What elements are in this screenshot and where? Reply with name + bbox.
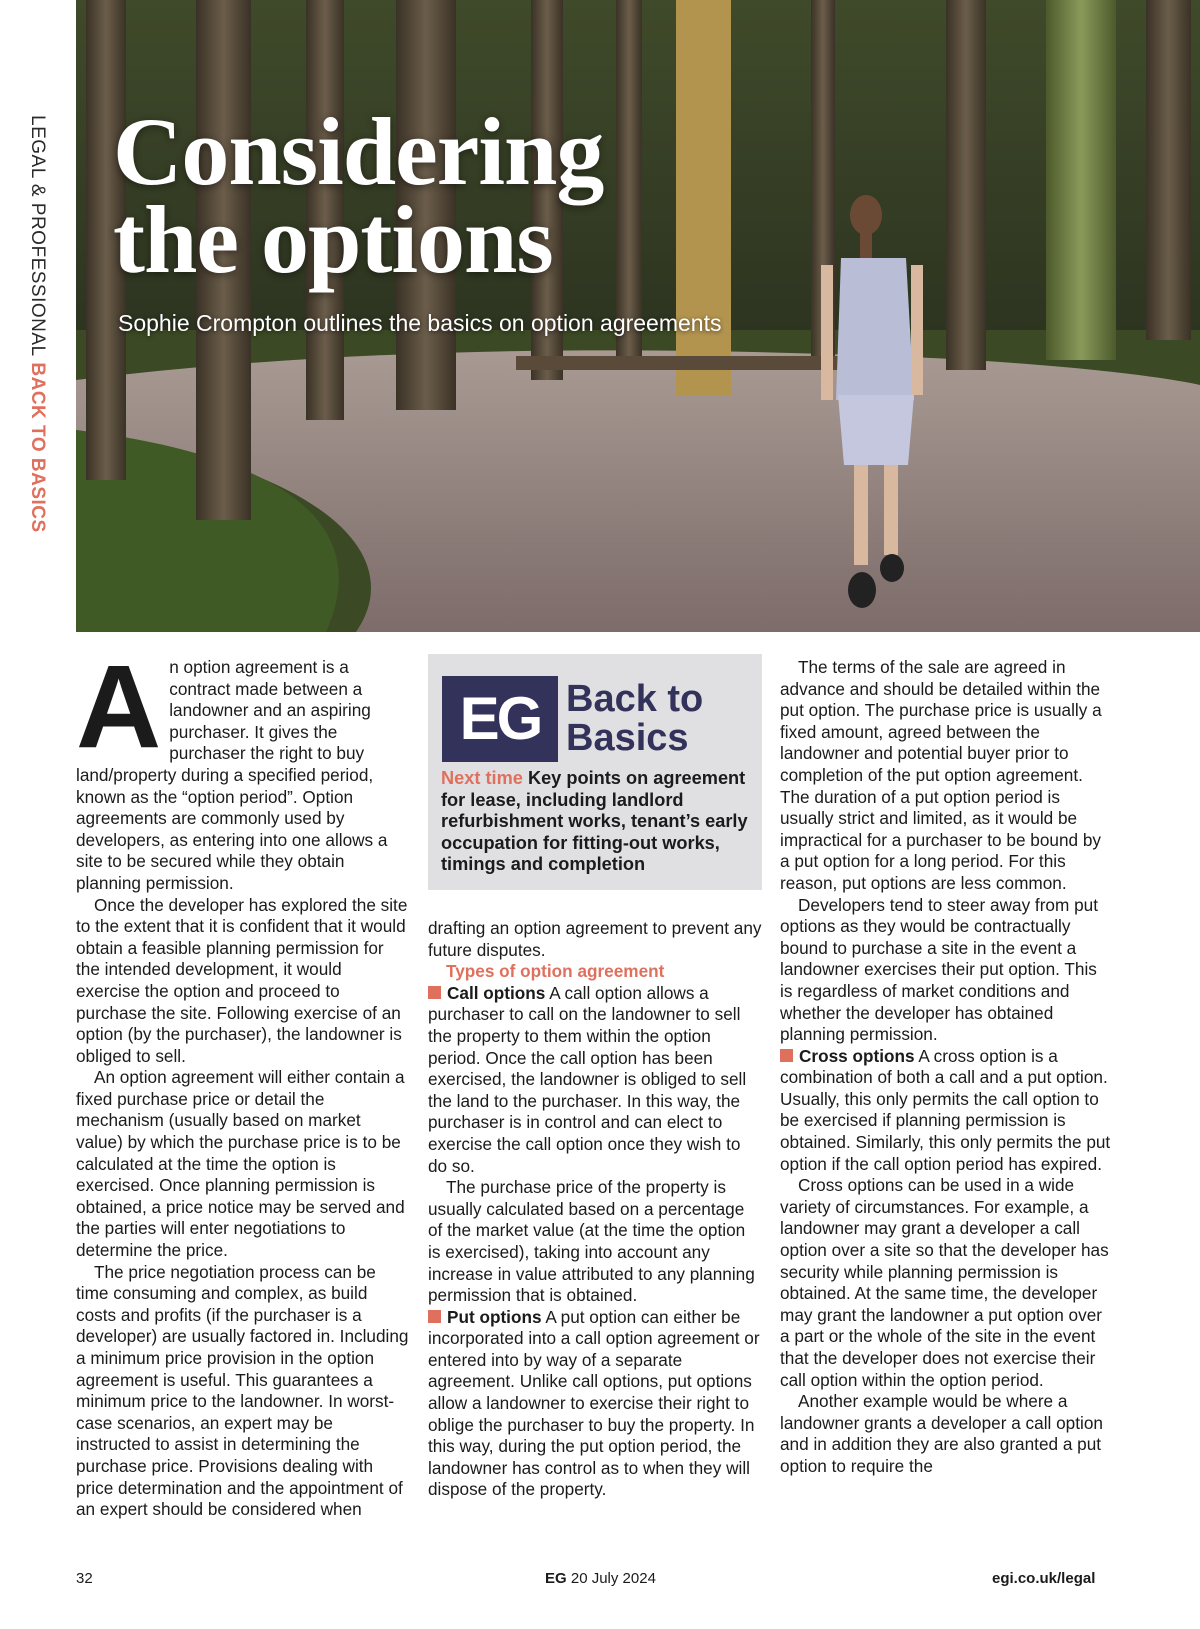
- paragraph: Once the developer has explored the site to the extent that it is confident that it would obtain a feasible planning permission for the intended development, it would exercise the option and proceed to purchase the site. Following exercise of an option (by the purchaser), the landowner is obliged to sell.: [76, 894, 408, 1066]
- paragraph: drafting an option agreement to prevent any future disputes.: [428, 918, 762, 960]
- drop-cap: A: [76, 641, 162, 773]
- issue-date: 20 July 2024: [570, 1570, 656, 1587]
- title-line-1: Considering: [113, 98, 604, 205]
- cross-options-text: A cross option is a combination of both a call and a put option. Usually, this only permits the call option to be exercised if planning permission is obtained. Similarly, this only permits the put option if the call option period has expired.: [780, 1045, 1111, 1174]
- paragraph: The price negotiation process can be time consuming and complex, as build costs and profits (if the purchaser is a developer) are usually factored in. Including a minimum price provision in the option agreement is useful. This guarantees a minimum price to the landowner. In worst-case scenarios, an expert may be instructed to assist in determining the purchase price. Provisions dealing with price determination and the appointment of an expert should be considered when: [76, 1261, 409, 1520]
- paragraph-call-options: [428, 983, 762, 1177]
- square-bullet-icon: [428, 986, 441, 999]
- paragraph-put-options: [428, 1307, 762, 1501]
- article-title: [113, 98, 604, 293]
- section-label-accent: BACK TO BASICS: [27, 362, 48, 533]
- column-2: [428, 918, 762, 1501]
- square-bullet-icon: [780, 1049, 793, 1062]
- section-label: [26, 115, 48, 533]
- back-to-basics-box: [428, 654, 762, 890]
- term-cross-options: Cross options: [799, 1045, 915, 1066]
- magazine-name: EG: [545, 1570, 567, 1587]
- paragraph: Cross options can be used in a wide variety of circumstances. For example, a landowner may grant a developer a call option over a site so that the developer has security while planning permission is obtained. At the same time, the developer may grant the landowner a put option over a part or the whole of the site in the event that the developer does not exercise their call option within the option period.: [780, 1175, 1109, 1390]
- title-line-2: the options: [113, 186, 553, 293]
- paragraph: An option agreement will either contain a fixed purchase price or detail the mechanism (usually based on market value) by which the purchase price is to be calculated at the time the option is exercised. Once planning permission is obtained, a price notice may be served and the parties will enter negotiations to determine the price.: [76, 1067, 405, 1261]
- paragraph: The terms of the sale are agreed in advance and should be detailed within the put option. The purchase price is usually a fixed amount, agreed between the landowner and potential buyer prior to completion of the put option agreement. The duration of a put option period is usually strict and limited, as it would be impractical for a purchaser to be bound by a put option for a long period. For this reason, put options are less common.: [780, 657, 1102, 893]
- term-call-options: Call options: [447, 982, 546, 1003]
- paragraph-cross-options: [780, 1046, 1114, 1176]
- term-put-options: Put options: [447, 1306, 542, 1327]
- paragraph: Developers tend to steer away from put options as they would be contractually bound to purchase a site in the event a landowner exercises their put option. This is regardless of market conditions and whether the developer has obtained planning permission.: [780, 894, 1098, 1045]
- eg-logo-text: EG: [459, 685, 541, 752]
- column-1: [76, 641, 410, 1521]
- paragraph: Another example would be where a landowner grants a developer a call option and in addition they are also granted a put option to require the: [780, 1391, 1103, 1476]
- next-time-teaser: [441, 768, 753, 876]
- bb-title-line-1: Back to: [566, 678, 704, 720]
- paragraph: The purchase price of the property is usually calculated based on a percentage of the market value (at the time the option is exercised), taking into account any increase in value attributed to any planning permission that is obtained.: [428, 1177, 755, 1306]
- column-3: [780, 657, 1114, 1478]
- eg-logo: [442, 676, 558, 762]
- next-time-label: Next time: [441, 768, 523, 788]
- subheading: Types of option agreement: [446, 961, 665, 982]
- next-time-text: Key points on agreement for lease, including landlord refurbishment works, tenant’s early occupation for fitting-out works, timings and completion: [441, 768, 748, 875]
- hero-image: [76, 0, 1200, 632]
- website-link[interactable]: egi.co.uk/legal: [992, 1570, 1096, 1587]
- square-bullet-icon: [428, 1310, 441, 1323]
- back-to-basics-title: [566, 680, 703, 758]
- intro-text: n option agreement is a contract made between a landowner and an aspiring purchaser. It gives the purchaser the right to buy land/property during a specified period, known as the “option period”. Option agreements are commonly used by developers, as entering into one allows a site to be secured while they obtain planning permission.: [76, 657, 388, 893]
- page-number: 32: [76, 1570, 93, 1587]
- put-options-text: A put option can either be incorporated into a call option agreement or entered into by way of a separate agreement. Unlike call options, put options allow a landowner to exercise their right to oblige the purchaser to buy the property. In this way, during the put option period, the landowner has control as to when they will dispose of the property.: [428, 1306, 760, 1500]
- article-subtitle: Sophie Crompton outlines the basics on option agreements: [118, 310, 722, 336]
- paragraph-intro: [76, 641, 410, 895]
- bb-title-line-2: Basics: [566, 717, 689, 759]
- issue-info: [545, 1570, 656, 1587]
- call-options-text: A call option allows a purchaser to call on the landowner to sell the property to them within the option period. Once the call option has been exercised, the landowner is obliged to sell the land to the purchaser. In this way, the purchaser is in control and can elect to exercise the call option once they wish to do so.: [428, 982, 747, 1176]
- section-label-main: LEGAL & PROFESSIONAL: [27, 115, 48, 357]
